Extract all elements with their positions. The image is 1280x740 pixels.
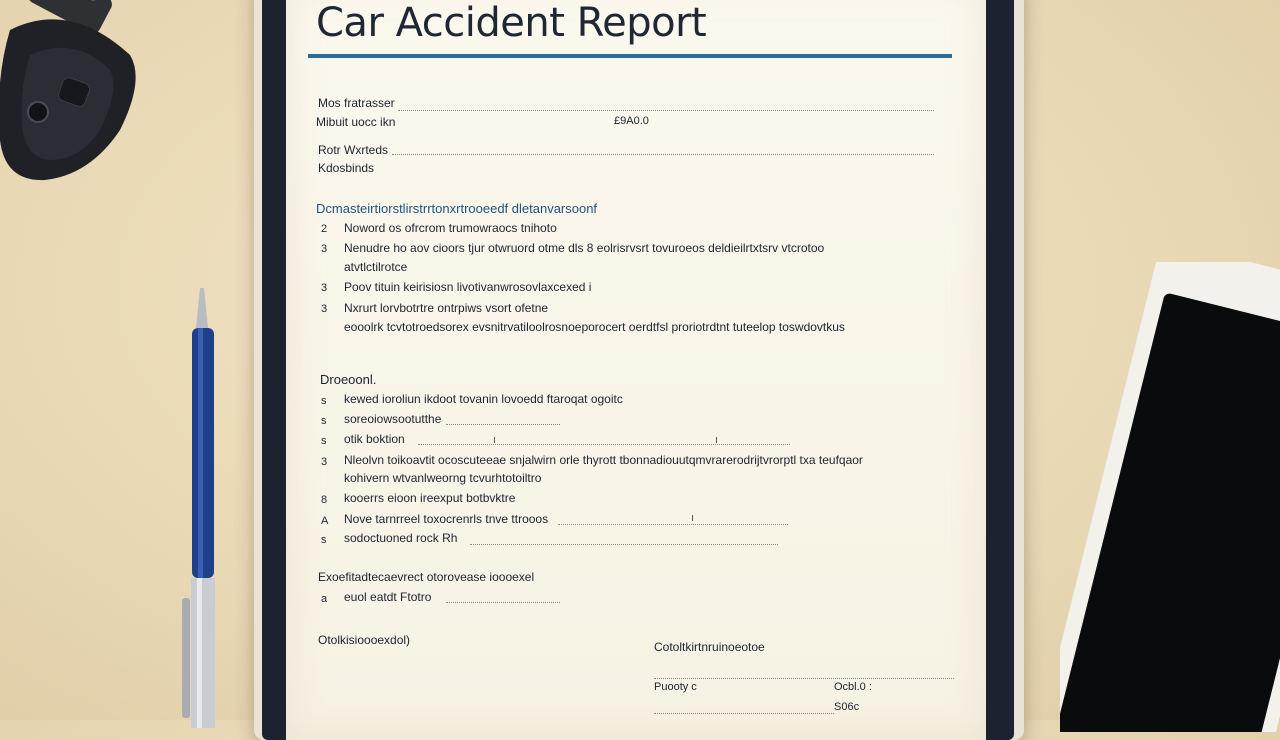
list-item: otik boktion	[344, 432, 405, 446]
ballpoint-pen	[178, 288, 228, 728]
section-3-title: Exoefitadtecaevrect otorovease ioooexel	[318, 570, 535, 584]
list-item: Poov tituin keirisiosn livotivanwrosovlaxcexed i	[344, 280, 592, 294]
tick-mark	[716, 437, 717, 443]
bullet: 3	[321, 456, 328, 468]
footer-right-title: Cotoltkirtnruinoeotoe	[654, 640, 765, 654]
list-item: Nenudre ho aov cioors tjur otwruord otme dls 8 eolrisrvsrt tovuroeos deldieilrtxtsrv vtcrotoo	[344, 241, 825, 255]
bullet: 3	[321, 303, 328, 315]
answer-line	[446, 602, 560, 603]
date-value: S06c	[834, 701, 860, 713]
report-title: Car Accident Report	[316, 0, 707, 46]
date-line	[654, 713, 834, 714]
bullet: 2	[321, 223, 328, 235]
bullet: s	[321, 395, 327, 407]
section-1-title: Dcmasteirtiorstlirstrrtonxrtrooeedf dletanvarsoonf	[316, 201, 598, 216]
list-item: kooerrs eioon ireexput botbvktre	[344, 491, 516, 505]
field-line-3	[392, 154, 934, 155]
bullet: 3	[321, 243, 328, 255]
answer-line	[418, 444, 790, 445]
signature-line	[654, 678, 954, 679]
field-label-2: Mibuit uocc ikn	[316, 115, 396, 129]
bullet: a	[321, 593, 328, 605]
bullet: s	[321, 534, 327, 546]
list-item-continued: atvtlctilrotce	[344, 260, 408, 274]
field-line-1	[398, 110, 934, 111]
list-item-continued: kohivern wtvanlweorng tcvurhtotoiltro	[344, 471, 542, 485]
list-item-continued: eooolrk tcvtotroedsorex evsnitrvatiloolrosnoeporocert oerdtfsl proriotrdtnt tuteelop toswdovtkus	[344, 320, 845, 334]
answer-line	[470, 544, 778, 545]
bullet: s	[321, 415, 327, 427]
list-item: Nxrurt lorvbotrtre ontrpiws vsort ofetne	[344, 301, 549, 315]
list-item: sodoctuoned rock Rh	[344, 531, 458, 545]
smartphone	[1060, 262, 1280, 732]
bullet: A	[321, 515, 329, 527]
list-item: Nove tarnrreel toxocrenrls tnve ttrooos	[344, 512, 549, 526]
list-item: euol eatdt Ftotro	[344, 590, 432, 604]
bullet: 3	[321, 282, 328, 294]
bullet: s	[321, 435, 327, 447]
bullet: 8	[321, 494, 328, 506]
list-item: kewed ioroliun ikdoot tovanin lovoedd ftaroqat ogoitc	[344, 392, 623, 406]
tick-mark	[494, 437, 495, 443]
footer-left-label: Otolkisioooexdol)	[318, 633, 411, 647]
title-underline	[308, 54, 952, 58]
field-value-2: £9A0.0	[614, 115, 649, 127]
car-key-fob	[0, 0, 160, 190]
field-label-1: Mos fratrasser	[318, 96, 395, 110]
answer-line	[558, 524, 788, 525]
signature-label: Puooty c	[654, 681, 697, 693]
list-item: soreoiowsootutthe	[344, 412, 442, 426]
field-label-3: Rotr Wxrteds	[318, 143, 389, 157]
list-item: Nleolvn toikoavtit ocoscuteeae snjalwirn orle thyrott tbonnadiouutqmvrarerodrijtvrorptl txa teufqaor	[344, 453, 863, 467]
answer-line	[446, 424, 560, 425]
tick-mark	[692, 515, 693, 521]
section-2-title: Droeoonl.	[320, 372, 377, 387]
date-label: Ocbl.0 :	[834, 681, 872, 693]
field-label-4: Kdosbinds	[318, 161, 375, 175]
list-item: Noword os ofrcrom trumowraocs tnihoto	[344, 221, 557, 235]
report-sheet	[286, 0, 986, 740]
